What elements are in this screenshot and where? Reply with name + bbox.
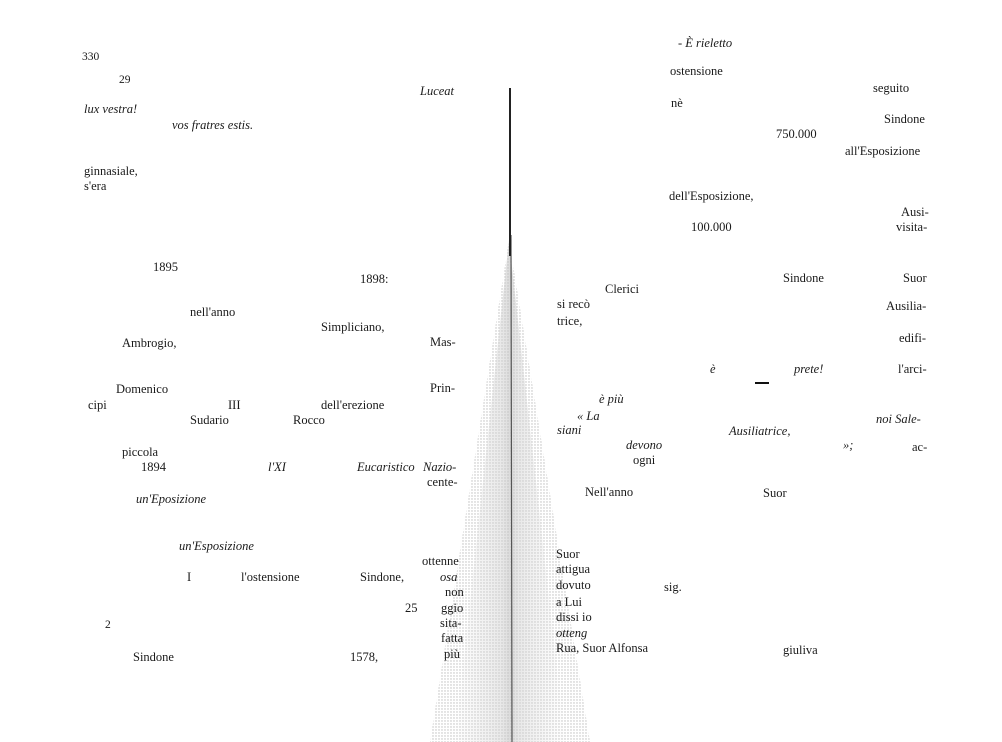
text-fragment: dell'erezione [321,398,385,412]
text-fragment: l'XI [268,460,286,474]
text-fragment: ottenne [422,554,459,568]
year-text: 1894 [141,460,166,474]
text-fragment: Sudario [190,413,229,427]
text-fragment: nell'anno [190,305,236,319]
text-fragment: Sindone [783,271,824,285]
text-fragment: fatta [441,631,464,645]
text-fragment: non [445,585,464,599]
text-fragment: dissi io [556,610,592,624]
text-fragment: noi Sale- [876,412,921,426]
text-fragment: prete! [794,362,824,376]
text-fragment: Suor [763,486,787,500]
text-fragment: a Lui [556,595,583,609]
text-fragment: ggio [441,601,464,615]
text-fragment: è più [599,392,624,406]
text-fragment: ostensione [670,64,723,78]
text-fragment: dell'Esposizione, [669,189,754,203]
text-fragment: III [228,398,241,412]
text-fragment: Ausi- [901,205,929,219]
text-fragment: osa [440,570,458,584]
footnote-ref: 2 [105,619,111,631]
text-fragment: all'Esposizione [845,144,921,158]
text-fragment: più [444,647,460,661]
text-fragment: cente- [427,475,458,489]
text-fragment: piccola [122,445,159,459]
text-fragment: Sindone, [360,570,405,584]
text-fragment: si recò [557,297,590,311]
footnote-ref: 29 [119,74,131,86]
text-fragment: attigua [556,562,591,576]
text-fragment: Clerici [605,282,640,296]
text-fragment: Suor [903,271,927,285]
text-fragment: è [710,362,716,376]
text-fragment: Ausilia- [886,299,927,313]
text-fragment: l'ostensione [241,570,300,584]
text-fragment: Suor [556,547,580,561]
text-fragment: Nell'anno [585,485,634,499]
page-fold-line [509,88,511,256]
text-fragment: cipi [88,398,107,412]
text-fragment: ogni [633,453,656,467]
text-fragment: Simpliciano, [321,320,385,334]
text-fragment: sita- [440,616,462,630]
text-fragment: visita- [896,220,928,234]
text-fragment: ac- [912,440,928,454]
text-fragment: Ambrogio, [122,336,177,350]
em-dash [755,382,769,384]
text-fragment: un'Esposizione [179,539,254,553]
text-fragment: Eucaristico [357,460,415,474]
text-fragment: sig. [664,580,682,594]
text-fragment: Mas- [430,335,456,349]
text-fragment: Rocco [293,413,325,427]
text-fragment: giuliva [783,643,818,657]
text-fragment: dovuto [556,578,591,592]
text-fragment: nè [671,96,683,110]
text-fragment: Sindone [133,650,174,664]
text-fragment: lux vestra! [84,102,138,116]
text-fragment: Domenico [116,382,169,396]
text-fragment: devono [626,438,663,452]
text-fragment: Nazio- [423,460,457,474]
text-fragment: « La [577,409,600,423]
page-number: 330 [82,51,100,63]
text-fragment: trice, [557,314,583,328]
text-fragment: Rua, Suor Alfonsa [556,641,649,655]
year-text: 1578, [350,650,379,664]
year-text: 1895 [153,260,178,274]
text-fragment: Sindone [884,112,925,126]
text-fragment: »; [843,438,854,452]
text-fragment: vos fratres estis. [172,118,254,132]
text-fragment: Ausiliatrice, [729,424,791,438]
year-text: 1898: [360,272,389,286]
text-fragment: Luceat [420,84,455,98]
text-fragment: I [187,570,192,584]
text-fragment: seguito [873,81,910,95]
text-fragment: ginnasiale, [84,164,138,178]
text-fragment: otteng [556,626,588,640]
text-fragment: edifi- [899,331,927,345]
text-fragment: 25 [405,601,418,615]
text-fragment: - È rieletto [678,36,733,50]
number-text: 100.000 [691,220,732,234]
text-fragment: s'era [84,179,107,193]
text-fragment: Prin- [430,381,455,395]
text-fragment: l'arci- [898,362,927,376]
number-text: 750.000 [776,127,817,141]
text-fragment: siani [557,423,582,437]
text-fragment: un'Eposizione [136,492,207,506]
